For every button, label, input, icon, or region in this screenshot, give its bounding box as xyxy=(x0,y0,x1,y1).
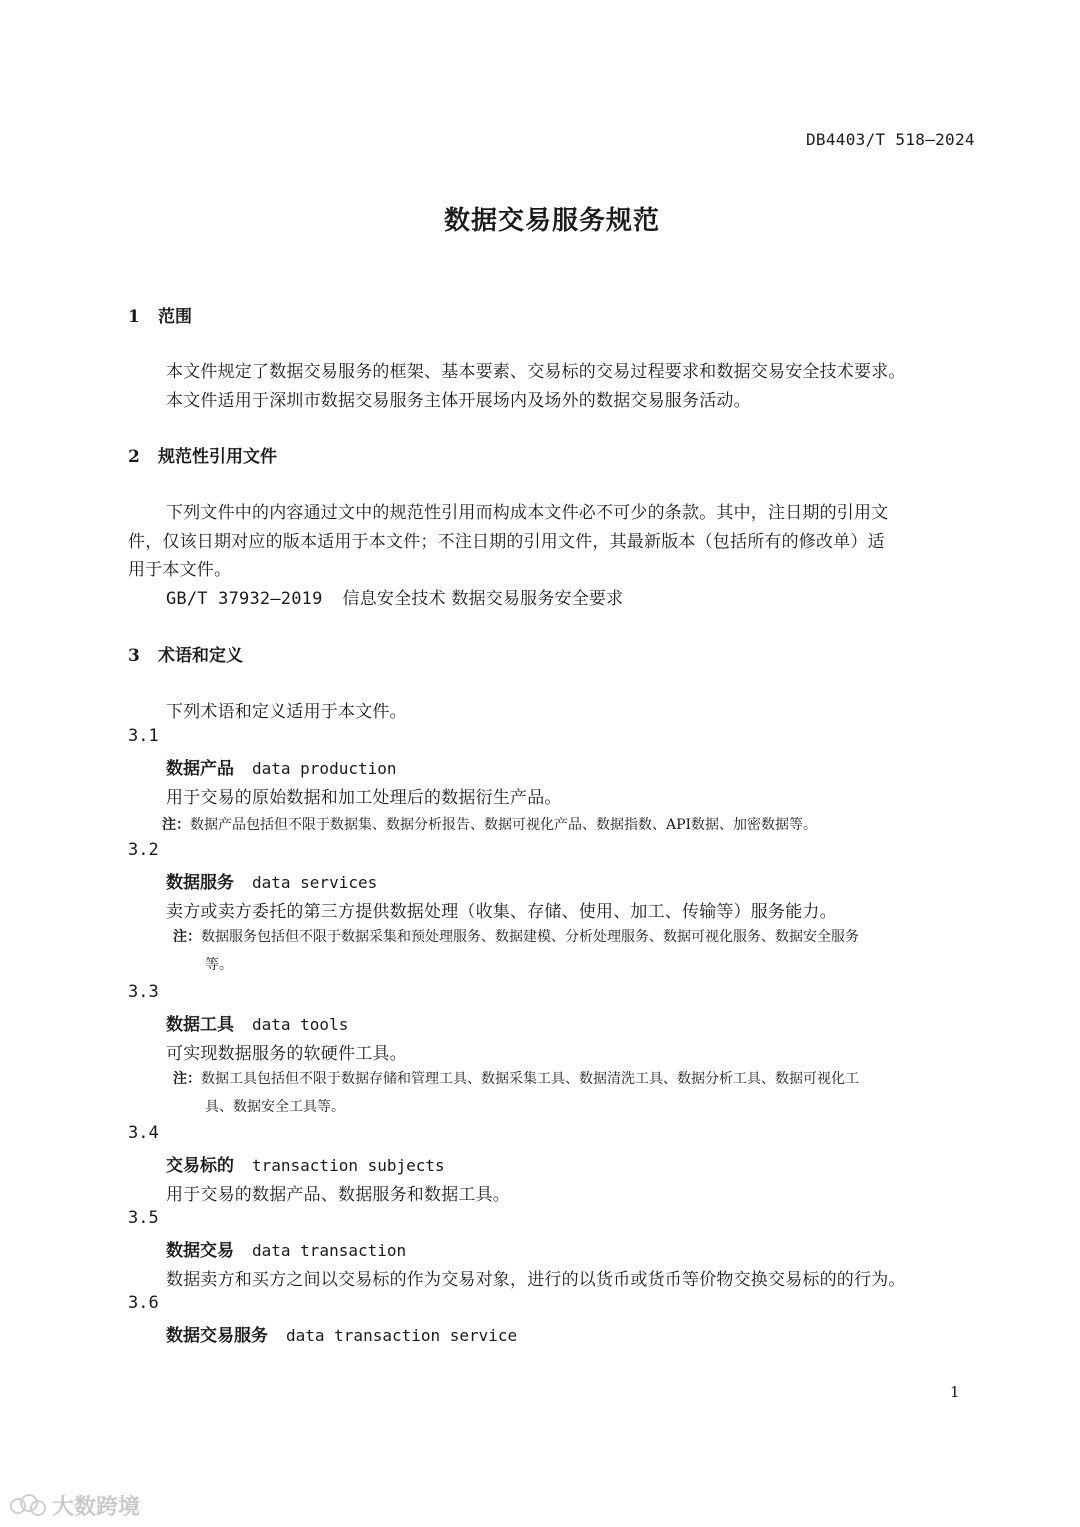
term-en: data production xyxy=(252,759,397,778)
document-title: 数据交易服务规范 xyxy=(443,206,660,236)
term-note-continuation: 等。 xyxy=(205,957,233,973)
section-title: 范围 xyxy=(158,307,192,327)
paragraph-line: 件，仅该日期对应的版本适用于本文件；不注日期的引用文件，其最新版本（包括所有的修改单）适 xyxy=(128,532,885,552)
note-label: 注： xyxy=(173,929,201,945)
term-heading xyxy=(166,868,377,893)
term-heading xyxy=(166,754,397,779)
term-en: data tools xyxy=(252,1015,349,1034)
term-definition: 用于交易的原始数据和加工处理后的数据衍生产品。 xyxy=(166,788,562,808)
paragraph: 本文件规定了数据交易服务的框架、基本要素、交易标的交易过程要求和数据交易安全技术要求。 xyxy=(166,362,906,382)
note-text: 数据服务包括但不限于数据采集和预处理服务、数据建模、分析处理服务、数据可视化服务、数据安全服务 xyxy=(201,929,859,945)
term-definition: 用于交易的数据产品、数据服务和数据工具。 xyxy=(166,1185,510,1205)
term-en: transaction subjects xyxy=(252,1156,445,1175)
paragraph: 下列术语和定义适用于本文件。 xyxy=(166,702,407,722)
term-number: 3.5 xyxy=(128,1208,159,1228)
term-definition: 数据卖方和买方之间以交易标的作为交易对象，进行的以货币或货币等价物交换交易标的的行为。 xyxy=(166,1270,906,1290)
term-note xyxy=(173,1068,859,1088)
page-number: 1 xyxy=(950,1383,960,1401)
reference-code: GB/T 37932—2019 xyxy=(166,589,323,609)
term-cn: 数据工具 xyxy=(166,1015,234,1035)
section-heading-scope xyxy=(128,302,192,327)
watermark-text: 大数跨境 xyxy=(52,1495,141,1520)
paragraph: 本文件适用于深圳市数据交易服务主体开展场内及场外的数据交易服务活动。 xyxy=(166,391,751,411)
term-cn: 数据产品 xyxy=(166,759,234,779)
term-cn: 数据服务 xyxy=(166,873,234,893)
term-heading xyxy=(166,1236,406,1261)
reference-entry xyxy=(166,584,623,609)
term-number: 3.1 xyxy=(128,726,159,746)
watermark xyxy=(10,1490,140,1521)
note-label: 注： xyxy=(173,1071,201,1087)
term-heading xyxy=(166,1321,517,1346)
section-number: 2 xyxy=(128,447,140,467)
section-title: 术语和定义 xyxy=(158,646,243,666)
note-text: 数据产品包括但不限于数据集、数据分析报告、数据可视化产品、数据指数、API数据、加密数据等。 xyxy=(190,817,818,833)
term-number: 3.3 xyxy=(128,982,159,1002)
term-number: 3.2 xyxy=(128,840,159,860)
term-en: data transaction service xyxy=(286,1326,518,1345)
term-number: 3.4 xyxy=(128,1123,159,1143)
document-code: DB4403/T 518—2024 xyxy=(806,130,975,149)
section-heading-normative-references xyxy=(128,442,277,467)
term-en: data services xyxy=(252,873,378,892)
reference-title: 信息安全技术 数据交易服务安全要求 xyxy=(342,589,624,609)
term-note-continuation: 具、数据安全工具等。 xyxy=(205,1099,345,1115)
term-heading xyxy=(166,1010,348,1035)
watermark-logo-icon xyxy=(10,1494,48,1518)
term-heading xyxy=(166,1151,445,1176)
term-number: 3.6 xyxy=(128,1293,159,1313)
term-note xyxy=(162,814,817,834)
term-note xyxy=(173,926,859,946)
section-heading-terms xyxy=(128,641,243,666)
section-number: 3 xyxy=(128,646,140,666)
section-number: 1 xyxy=(128,307,140,327)
note-label: 注： xyxy=(162,817,190,833)
note-text: 数据工具包括但不限于数据存储和管理工具、数据采集工具、数据清洗工具、数据分析工具、数据可视化工 xyxy=(201,1071,859,1087)
term-definition: 卖方或卖方委托的第三方提供数据处理（收集、存储、使用、加工、传输等）服务能力。 xyxy=(166,902,837,922)
section-title: 规范性引用文件 xyxy=(158,447,277,467)
term-definition: 可实现数据服务的软硬件工具。 xyxy=(166,1044,407,1064)
term-cn: 数据交易服务 xyxy=(166,1326,268,1346)
paragraph-line: 用于本文件。 xyxy=(128,560,232,580)
paragraph-line: 下列文件中的内容通过文中的规范性引用而构成本文件必不可少的条款。其中，注日期的引用文 xyxy=(166,503,889,523)
term-en: data transaction xyxy=(252,1241,407,1260)
term-cn: 数据交易 xyxy=(166,1241,234,1261)
term-cn: 交易标的 xyxy=(166,1156,234,1176)
